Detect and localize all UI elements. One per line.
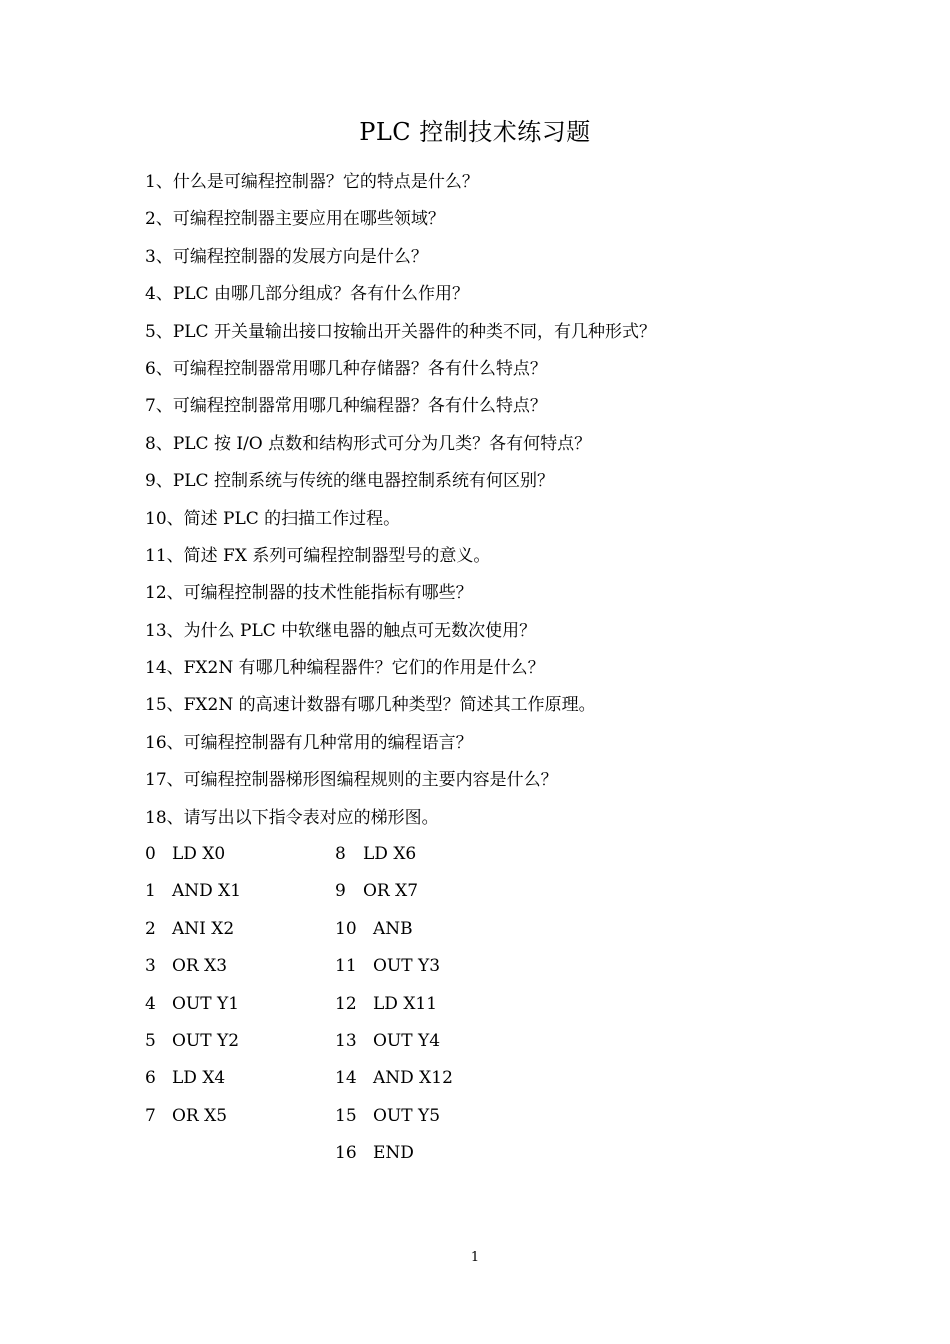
step-number: 16: [335, 1143, 357, 1164]
instruction-text: OR X7: [363, 881, 419, 902]
question-item: 12、可编程控制器的技术性能指标有哪些？: [145, 583, 473, 604]
instruction-row: [145, 1101, 241, 1138]
question-item: 7、可编程控制器常用哪几种编程器？各有什么特点？: [145, 396, 547, 417]
instruction-text: AND X1: [172, 881, 242, 902]
step-number: 14: [335, 1068, 357, 1089]
instruction-text: ANI X2: [172, 918, 235, 939]
question-item: 5、PLC 开关量输出接口按输出开关器件的种类不同，有几种形式？: [145, 321, 656, 342]
step-number: 4: [145, 993, 156, 1014]
instruction-row: [145, 1026, 241, 1063]
instruction-row: [335, 839, 453, 876]
question-item: 10、简述 PLC 的扫描工作过程。: [145, 508, 401, 529]
instruction-row: [335, 914, 453, 951]
page-title: PLC 控制技术练习题: [359, 118, 591, 146]
question-item: 4、PLC 由哪几部分组成？各有什么作用？: [145, 284, 469, 305]
instruction-text: LD X0: [172, 844, 226, 864]
question-item: 15、FX2N 的高速计数器有哪几种类型？简述其工作原理。: [145, 695, 596, 716]
question-item: 9、PLC 控制系统与传统的继电器控制系统有何区别？: [145, 471, 554, 492]
step-number: 3: [145, 956, 156, 977]
question-item: 16、可编程控制器有几种常用的编程语言？: [145, 732, 473, 753]
instruction-text: END: [373, 1143, 414, 1164]
instruction-text: OUT Y4: [373, 1030, 441, 1051]
page-number: 1: [470, 1250, 480, 1265]
instruction-list-left: [145, 839, 241, 1138]
question-item: 6、可编程控制器常用哪几种存储器？各有什么特点？: [145, 358, 547, 379]
instruction-row: [335, 951, 453, 988]
question-item: 18、请写出以下指令表对应的梯形图。: [145, 807, 439, 828]
instruction-text: AND X12: [373, 1068, 453, 1089]
instruction-row: [145, 914, 241, 951]
instruction-text: OUT Y2: [172, 1030, 240, 1051]
instruction-text: OUT Y1: [172, 993, 240, 1014]
step-number: 2: [145, 918, 156, 939]
instruction-text: OUT Y3: [373, 956, 441, 977]
instruction-row: [335, 1138, 453, 1175]
instruction-text: LD X11: [373, 993, 438, 1014]
instruction-row: [335, 1101, 453, 1138]
step-number: 5: [145, 1030, 156, 1051]
instruction-row: [145, 1063, 241, 1100]
instruction-text: OUT Y5: [373, 1105, 441, 1126]
instruction-row: [335, 876, 453, 913]
instruction-list-right: [335, 839, 453, 1176]
step-number: 9: [335, 881, 346, 902]
question-item: 13、为什么 PLC 中软继电器的触点可无数次使用？: [145, 620, 537, 641]
question-list: [145, 167, 845, 840]
instruction-row: [145, 989, 241, 1026]
step-number: 13: [335, 1030, 357, 1051]
question-item: 1、什么是可编程控制器？它的特点是什么？: [145, 172, 479, 192]
question-item: 17、可编程控制器梯形图编程规则的主要内容是什么？: [145, 770, 558, 791]
instruction-row: [145, 876, 241, 913]
step-number: 12: [335, 993, 357, 1014]
instruction-row: [335, 989, 453, 1026]
step-number: 11: [335, 956, 357, 977]
step-number: 6: [145, 1068, 156, 1089]
question-item: 14、FX2N 有哪几种编程器件？它们的作用是什么？: [145, 658, 545, 679]
instruction-row: [335, 1063, 453, 1100]
instruction-text: LD X6: [363, 844, 417, 864]
instruction-text: ANB: [373, 918, 413, 939]
step-number: 0: [145, 844, 156, 864]
step-number: 7: [145, 1105, 156, 1126]
instruction-text: LD X4: [172, 1068, 226, 1089]
step-number: 8: [335, 844, 346, 864]
instruction-text: OR X3: [172, 956, 228, 977]
question-item: 8、PLC 按 I/O 点数和结构形式可分为几类？各有何特点？: [145, 433, 592, 454]
question-item: 3、可编程控制器的发展方向是什么？: [145, 246, 428, 267]
instruction-text: OR X5: [172, 1105, 228, 1126]
step-number: 15: [335, 1105, 357, 1126]
question-item: 11、简述 FX 系列可编程控制器型号的意义。: [145, 545, 491, 566]
step-number: 1: [145, 881, 156, 902]
instruction-row: [145, 839, 241, 876]
instruction-row: [145, 951, 241, 988]
question-item: 2、可编程控制器主要应用在哪些领域？: [145, 209, 445, 230]
step-number: 10: [335, 918, 357, 939]
instruction-row: [335, 1026, 453, 1063]
